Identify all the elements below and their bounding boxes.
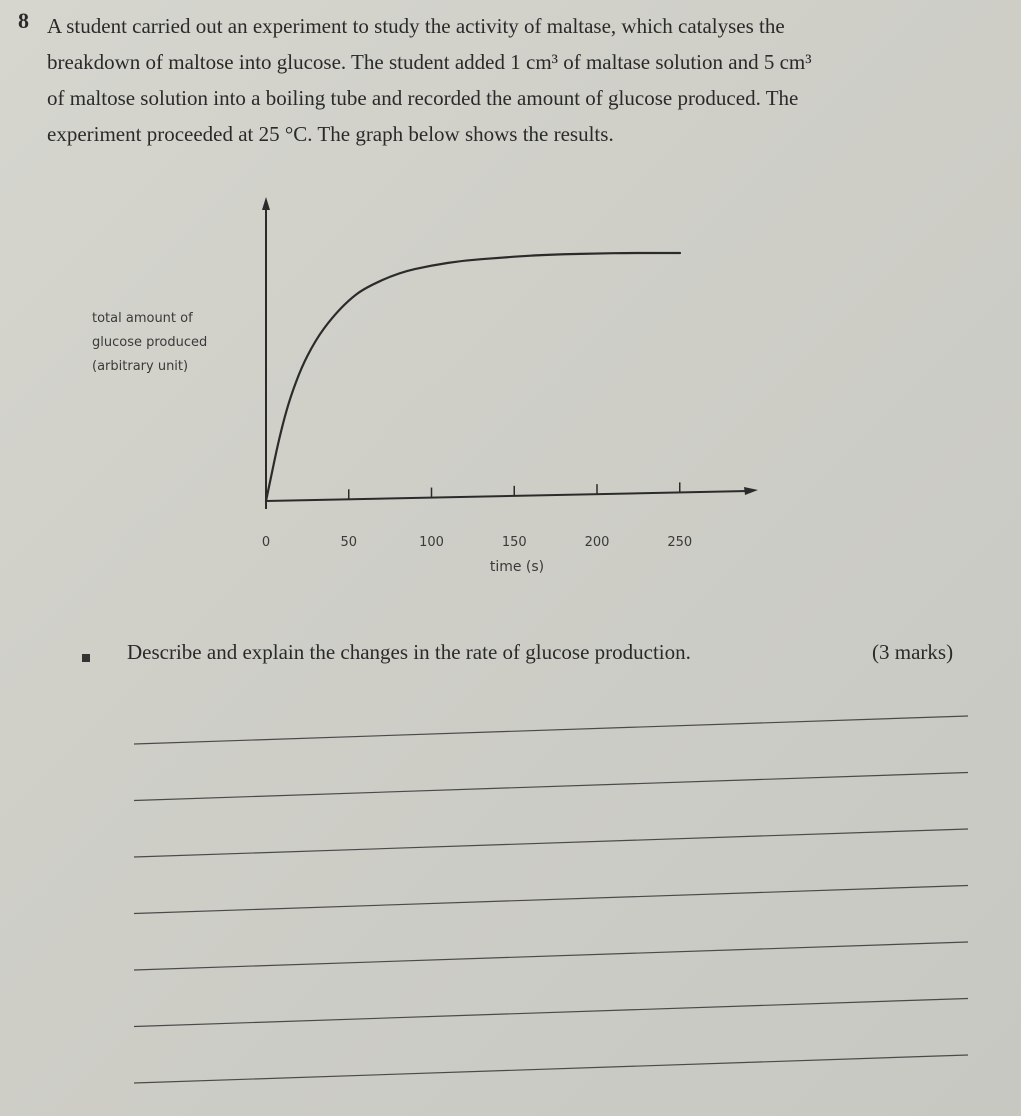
intro-line: A student carried out an experiment to study the activity of maltase, which catalyses the <box>47 14 785 38</box>
marks-label: (3 marks) <box>872 640 954 664</box>
y-axis-label-line: glucose produced <box>92 335 208 350</box>
x-tick-label: 0 <box>261 535 271 550</box>
x-tick-label: 200 <box>584 535 610 550</box>
answer-line[interactable] <box>134 773 968 801</box>
y-axis-label-line: total amount of <box>92 311 193 326</box>
x-tick-label: 100 <box>419 535 444 550</box>
answer-line[interactable] <box>134 1055 968 1083</box>
intro-line: of maltose solution into a boiling tube and recorded the amount of glucose produced. The <box>47 86 799 110</box>
answer-line[interactable] <box>134 716 968 744</box>
answer-line[interactable] <box>134 999 968 1027</box>
intro-line: breakdown of maltose into glucose. The student added 1 cm³ of maltase solution and 5 cm³ <box>47 50 812 74</box>
x-tick-label: 250 <box>667 535 693 550</box>
y-axis-label-line: (arbitrary unit) <box>92 359 189 374</box>
question-number: 8 <box>18 8 29 33</box>
answer-line[interactable] <box>134 829 968 857</box>
answer-line[interactable] <box>134 942 968 970</box>
x-tick-label: 150 <box>501 535 527 550</box>
intro-line: experiment proceeded at 25 °C. The graph below shows the results. <box>47 122 614 146</box>
x-axis-label: time (s) <box>489 559 545 575</box>
x-tick-label: 50 <box>340 535 358 550</box>
part-question: Describe and explain the changes in the rate of glucose production. <box>127 640 691 664</box>
answer-line[interactable] <box>134 886 968 914</box>
